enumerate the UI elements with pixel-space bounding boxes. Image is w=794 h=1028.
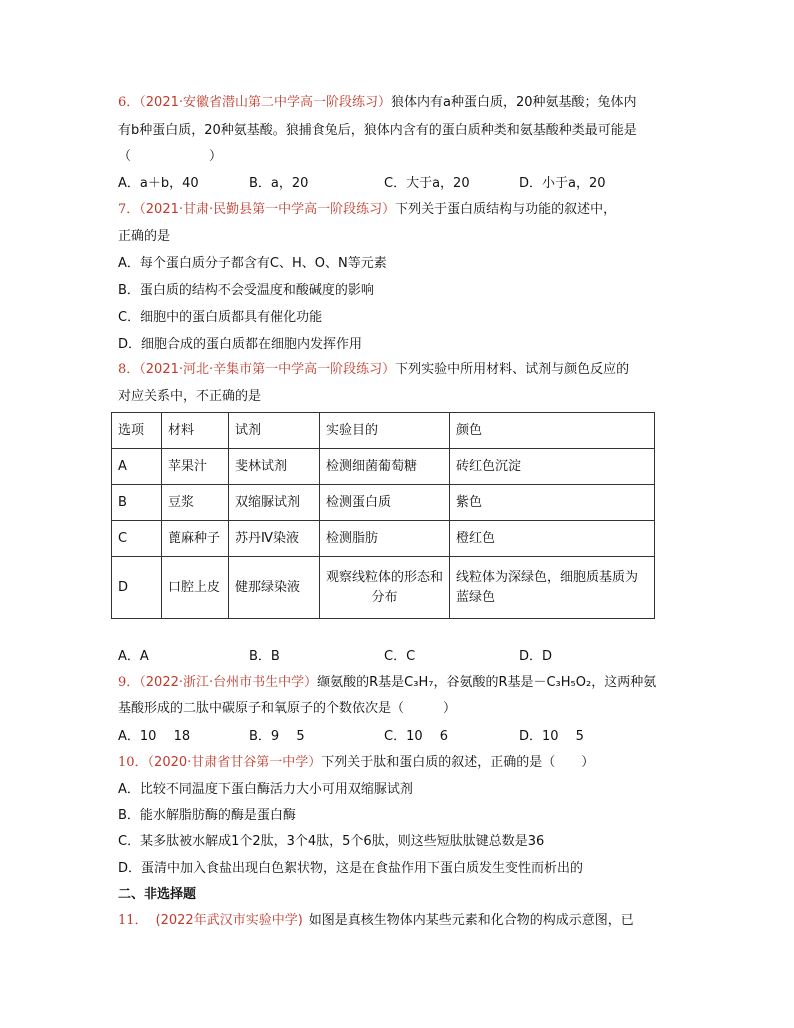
- q11-source: (2022年武汉市实验中学): [155, 913, 303, 928]
- q6-option-b: B．a，20: [249, 176, 309, 191]
- q8-source: （2021·河北·辛集市第一中学高一阶段练习）: [139, 362, 396, 377]
- q7-source: （2021·甘肃·民勤县第一中学高一阶段练习）: [139, 202, 396, 217]
- table-header-cell: 试剂: [229, 413, 320, 449]
- table-header-cell: 材料: [162, 413, 229, 449]
- table-row: [112, 557, 655, 619]
- q10-option-c: C．某多肽被水解成1个2肽，3个4肽，5个6肽，则这些短肽肽键总数是36: [118, 834, 545, 849]
- table-cell: 苏丹Ⅳ染液: [229, 521, 320, 557]
- table-cell: 紫色: [450, 485, 655, 521]
- q7-line1: [118, 201, 616, 219]
- table-cell: 砖红色沉淀: [450, 449, 655, 485]
- q11-text1: 如图是真核生物体内某些元素和化合物的构成示意图，已: [308, 913, 634, 928]
- q6-line2: 有b种蛋白质，20种氨基酸。狼捕食兔后，狼体内含有的蛋白质种类和氨基酸种类最可能是: [118, 123, 637, 138]
- q10-text1: 下列关于肽和蛋白质的叙述，正确的是（ ）: [321, 755, 595, 770]
- q10-option-a: A．比较不同温度下蛋白酶活力大小可用双缩脲试剂: [118, 782, 413, 797]
- q6-number: 6．: [118, 95, 140, 110]
- q8-table: [111, 412, 655, 619]
- q11-line1: [118, 912, 634, 930]
- table-cell: 健那绿染液: [229, 557, 320, 619]
- q9-option-a: A．10 18: [118, 729, 191, 744]
- q9-line2: 基酸形成的二肽中碳原子和氧原子的个数依次是（ ）: [118, 701, 457, 716]
- q10-option-b: B．能水解脂肪酶的酶是蛋白酶: [118, 808, 296, 823]
- q9-option-b: B．9 5: [249, 729, 305, 744]
- table-cell: 检测蛋白质: [320, 485, 450, 521]
- table-cell: 检测脂肪: [320, 521, 450, 557]
- q9-number: 9．: [118, 675, 140, 690]
- table-cell: 苹果汁: [162, 449, 229, 485]
- q7-option-c: C．细胞中的蛋白质都具有催化功能: [118, 310, 323, 325]
- table-cell: A: [112, 449, 162, 485]
- table-header-cell: 选项: [112, 413, 162, 449]
- q6-line1: [118, 94, 637, 112]
- q7-option-a: A．每个蛋白质分子都含有C、H、O、N等元素: [118, 256, 387, 271]
- q6-option-a: A．a＋b，40: [118, 176, 199, 191]
- table-cell: 口腔上皮: [162, 557, 229, 619]
- q8-option-c: C．C: [384, 649, 416, 664]
- table-header-cell: 颜色: [450, 413, 655, 449]
- q8-option-a: A．A: [118, 649, 149, 664]
- table-header-row: [112, 413, 655, 449]
- table-cell: 橙红色: [450, 521, 655, 557]
- table-row: [112, 485, 655, 521]
- table-row: [112, 521, 655, 557]
- q7-option-d: D．细胞合成的蛋白质都在细胞内发挥作用: [118, 337, 363, 352]
- q9-option-d: D．10 5: [519, 729, 584, 744]
- q6-option-c: C．大于a，20: [384, 176, 470, 191]
- q8-line1: [118, 361, 629, 379]
- q9-option-c: C．10 6: [384, 729, 449, 744]
- q8-option-b: B．B: [249, 649, 280, 664]
- table-cell: 豆浆: [162, 485, 229, 521]
- table-cell: 蓖麻种子: [162, 521, 229, 557]
- table-cell: 检测细菌葡萄糖: [320, 449, 450, 485]
- table-cell: 观察线粒体的形态和分布: [320, 557, 450, 619]
- table-cell: D: [112, 557, 162, 619]
- section-title: 二、非选择题: [118, 887, 197, 902]
- q7-line2: 正确的是: [118, 229, 171, 244]
- table-cell: 双缩脲试剂: [229, 485, 320, 521]
- q10-number: 10．: [118, 755, 148, 770]
- q6-option-d: D．小于a，20: [519, 176, 606, 191]
- table-cell: 斐林试剂: [229, 449, 320, 485]
- q8-line2: 对应关系中，不正确的是: [118, 389, 262, 404]
- q7-option-b: B．蛋白质的结构不会受温度和酸碱度的影响: [118, 283, 374, 298]
- q10-option-d: D．蛋清中加入食盐出现白色絮状物，这是在食盐作用下蛋白质发生变性而析出的: [118, 861, 584, 876]
- q7-number: 7．: [118, 202, 140, 217]
- table-header-cell: 实验目的: [320, 413, 450, 449]
- q6-source: （2021·安徽省潜山第二中学高一阶段练习）: [139, 95, 391, 110]
- q11-number: 11．: [118, 913, 148, 928]
- q8-number: 8．: [118, 362, 140, 377]
- q6-text1: 狼体内有a种蛋白质，20种氨基酸；兔体内: [391, 95, 637, 110]
- table-cell: 线粒体为深绿色，细胞质基质为蓝绿色: [450, 557, 655, 619]
- q8-option-d: D．D: [519, 649, 553, 664]
- q9-line1: [118, 674, 656, 692]
- table-cell: B: [112, 485, 162, 521]
- q10-line1: [118, 754, 594, 772]
- q9-source: （2022·浙江·台州市书生中学）: [139, 675, 318, 690]
- q6-blank: （ ）: [118, 149, 223, 164]
- q10-source: （2020·甘肃省甘谷第一中学）: [147, 755, 322, 770]
- table-row: [112, 449, 655, 485]
- q8-text1: 下列实验中所用材料、试剂与颜色反应的: [395, 362, 630, 377]
- q7-text1: 下列关于蛋白质结构与功能的叙述中，: [395, 202, 617, 217]
- q9-text1: 缬氨酸的R基是C₃H₇，谷氨酸的R基是－C₃H₅O₂，这两种氨: [317, 675, 657, 690]
- table-cell: C: [112, 521, 162, 557]
